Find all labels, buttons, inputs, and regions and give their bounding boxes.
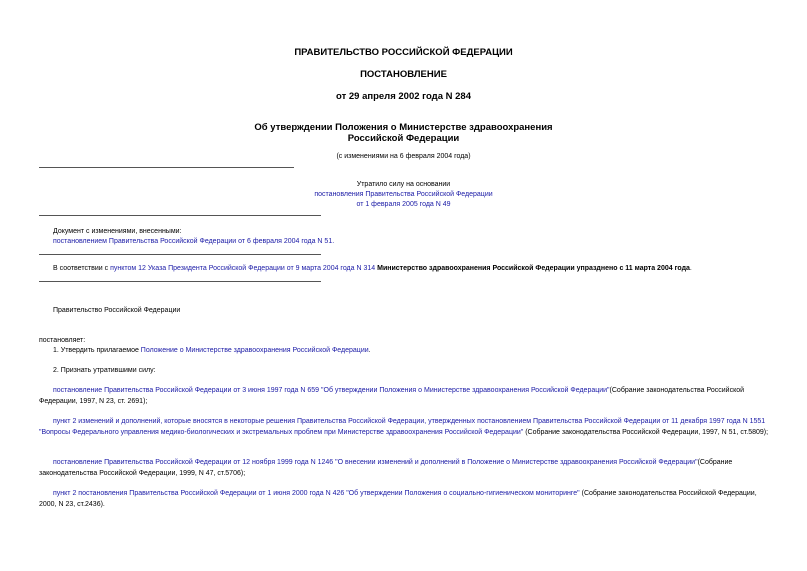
abolish-note — [53, 264, 692, 274]
abolish-note-prefix: В соответствии с — [53, 265, 111, 272]
repeal-link-line2[interactable]: постановления Правительства Российской Федерации — [314, 191, 493, 198]
abolish-note-link[interactable]: пунктом 12 Указа Президента Российской Федерации от 9 марта 2004 года N 314 — [110, 265, 376, 272]
edition-note: (с изменениями на 6 февраля 2004 года) — [336, 153, 471, 160]
item-1-prefix: 1. Утвердить прилагаемое — [53, 347, 141, 354]
abolish-note-bold: Министерство здравоохранения Российской Федерации упразднено с 11 марта 2004 года — [375, 265, 690, 272]
changes-label: Документ с изменениями, внесенными: — [53, 228, 182, 235]
repealed-list-item-link[interactable]: постановление Правительства Российской Федерации от 3 июня 1997 года N 659 "Об утверждении Положения о Министерстве здравоохранения Российской Федерации" — [53, 387, 610, 394]
item-1-suffix: . — [368, 347, 371, 354]
abolish-note-suffix: . — [689, 265, 692, 272]
repealed-list-item-text: (Собрание законодательства Российской Федерации, 1997, N 51, ст.5809); — [523, 428, 769, 436]
item-1-link[interactable]: Положение о Министерстве здравоохранения Российской Федерации — [140, 347, 369, 354]
repealed-list-item-text: (Собрание законодательства Российской Федерации, 2000, N 23, ст.2436). — [39, 490, 757, 508]
divider — [39, 254, 321, 255]
repealed-list-item — [39, 417, 769, 438]
repealed-list-item — [39, 386, 769, 407]
repealed-list-item — [39, 489, 769, 510]
divider — [39, 281, 321, 282]
item-2: 2. Признать утратившими силу: — [53, 367, 156, 374]
repealed-list-item-text: (Собрание законодательства Российской Федерации, 1997, N 23, ст. 2691); — [39, 387, 745, 405]
document-title-line1: Об утверждении Положения о Министерстве здравоохранения — [254, 122, 553, 133]
document-title-line2: Российской Федерации — [347, 133, 460, 144]
divider — [39, 215, 321, 216]
repealed-list-item-link[interactable]: пункт 2 изменений и дополнений, которые вносятся в некоторые решения Правительства Российской Федерации, утвержденных постановлением Правительства Российской Федерации от 11 декабря 1997 года N 1551 "Вопросы Федерального управления медико-биологических и экстремальных проблем при Министерстве здравоохранения Российской Федерации" — [39, 418, 766, 436]
repealed-list-item-link[interactable]: пункт 2 постановления Правительства Российской Федерации от 1 июня 2000 года N 426 "Об утверждении Положения о социально-гигиеническом мониторинге" — [53, 490, 580, 497]
changes-link[interactable]: постановлением Правительства Российской Федерации от 6 февраля 2004 года N 51. — [53, 238, 335, 245]
repealed-list-item-link[interactable]: постановление Правительства Российской Федерации от 12 ноября 1999 года N 1246 "О внесении изменений и дополнений в Положение о Министерстве здравоохранения Российской Федерации" — [53, 459, 698, 466]
divider — [39, 167, 294, 168]
document-date-number: от 29 апреля 2002 года N 284 — [336, 91, 471, 102]
repealed-list-item — [39, 458, 769, 479]
issuer-text: Правительство Российской Федерации — [53, 307, 181, 314]
repeal-line1: Утратило силу на основании — [356, 181, 451, 188]
repeal-link-line3[interactable]: от 1 февраля 2005 года N 49 — [356, 201, 451, 208]
repealed-list-item-text: (Собрание законодательства Российской Федерации, 1999, N 47, ст.5706); — [39, 459, 733, 477]
item-1 — [53, 346, 371, 356]
document-type: ПОСТАНОВЛЕНИЕ — [360, 69, 447, 80]
decrees-text: постановляет: — [39, 337, 86, 344]
government-heading: ПРАВИТЕЛЬСТВО РОССИЙСКОЙ ФЕДЕРАЦИИ — [294, 47, 513, 58]
